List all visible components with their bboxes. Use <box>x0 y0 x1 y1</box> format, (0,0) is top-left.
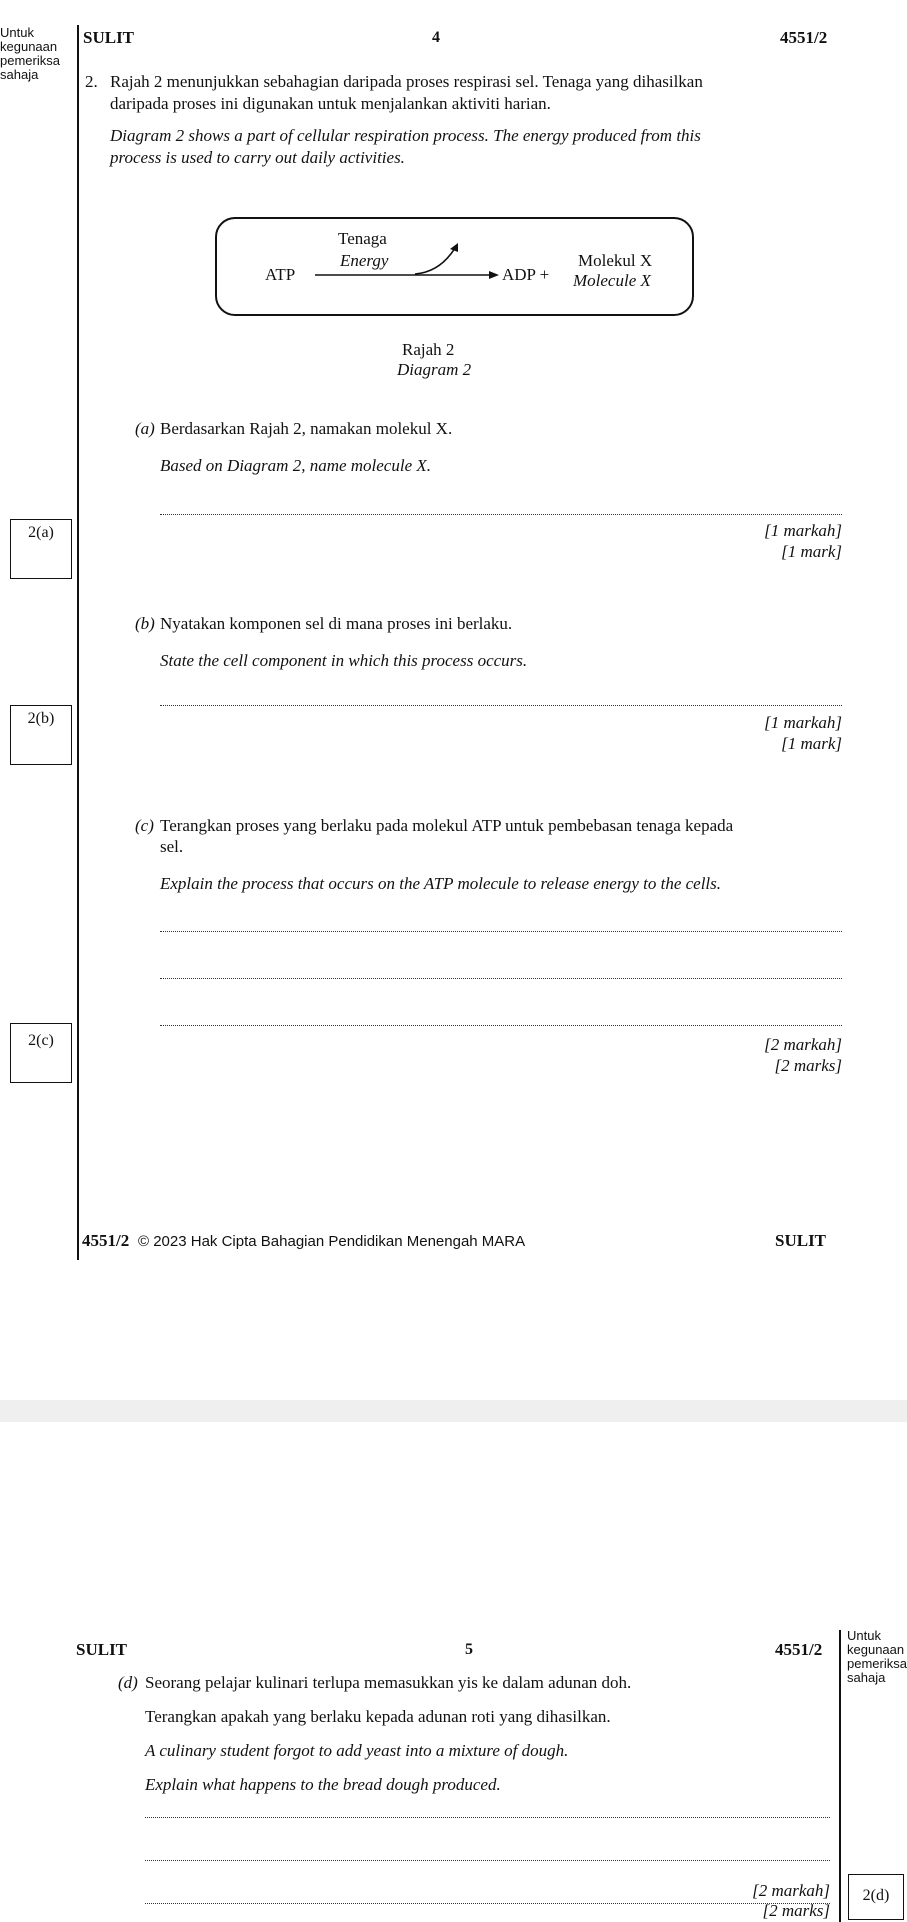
mark-box-2a-label: 2(a) <box>28 524 54 541</box>
mark-box-2b[interactable] <box>10 705 72 765</box>
header-sulit: SULIT <box>83 28 135 47</box>
part-b-marks-malay: [1 markah] <box>764 713 842 732</box>
part-c-question-malay-1: Terangkan proses yang berlaku pada molekul ATP untuk pembebasan tenaga kepada <box>160 816 734 835</box>
diagram-atp-label: ATP <box>265 265 296 284</box>
part-a-question-english: Based on Diagram 2, name molecule X. <box>160 456 432 475</box>
header-sulit-p5: SULIT <box>76 1640 128 1659</box>
footer-copyright: © 2023 Hak Cipta Bahagian Pendidikan Menengah MARA <box>138 1233 526 1250</box>
part-b-answer-line[interactable] <box>160 705 842 706</box>
part-d-label: (d) <box>118 1673 138 1692</box>
part-c-marks-english: [2 marks] <box>774 1056 842 1075</box>
diagram-energy-malay: Tenaga <box>338 229 387 248</box>
examiner-column-label: Untuk kegunaan pemeriksa sahaja <box>0 25 60 82</box>
part-b-label: (b) <box>135 614 155 633</box>
part-d-marks-english: [2 marks] <box>762 1901 830 1920</box>
part-a-answer-line[interactable] <box>160 514 842 515</box>
intro-english-line-2: process is used to carry out daily activities. <box>110 148 405 167</box>
mark-box-2b-label: 2(b) <box>27 710 55 727</box>
examiner-column-label-p5: Untuk kegunaan pemeriksa sahaja <box>847 1628 907 1685</box>
part-b-question-english: State the cell component in which this process occurs. <box>160 651 528 670</box>
examiner-margin-line <box>77 25 79 1260</box>
header-paper-code: 4551/2 <box>780 28 828 47</box>
diagram-molecule-x-malay: Molekul X <box>578 251 653 270</box>
part-c-answer-line-3[interactable] <box>160 1025 842 1026</box>
part-d-marks-malay: [2 markah] <box>752 1881 830 1900</box>
question-number: 2. <box>85 72 98 91</box>
part-c-answer-line-2[interactable] <box>160 978 842 979</box>
part-c-question-malay-2: sel. <box>160 837 184 856</box>
diagram-energy-english: Energy <box>340 251 389 270</box>
mark-box-2d-label: 2(d) <box>862 1887 890 1904</box>
page-number-p5: 5 <box>465 1641 473 1658</box>
part-b-question-malay: Nyatakan komponen sel di mana proses ini berlaku. <box>160 614 513 633</box>
mark-box-2a[interactable] <box>10 519 72 579</box>
page-number: 4 <box>432 29 440 46</box>
intro-english-line-1: Diagram 2 shows a part of cellular respiration process. The energy produced from this <box>110 126 701 145</box>
page-separator <box>0 1400 907 1422</box>
diagram-adp-label: ADP + <box>502 265 550 284</box>
part-d-question-english-2: Explain what happens to the bread dough produced. <box>145 1775 501 1794</box>
diagram-caption-malay: Rajah 2 <box>402 340 455 359</box>
part-d-answer-line-1[interactable] <box>145 1817 830 1818</box>
diagram-caption-english: Diagram 2 <box>397 360 472 379</box>
part-d-question-malay-2: Terangkan apakah yang berlaku kepada adunan roti yang dihasilkan. <box>145 1707 611 1726</box>
part-b-marks-english: [1 mark] <box>781 734 842 753</box>
part-a-marks-malay: [1 markah] <box>764 521 842 540</box>
footer-paper-code: 4551/2 <box>82 1231 130 1250</box>
mark-box-2c-label: 2(c) <box>28 1032 54 1049</box>
part-d-answer-line-2[interactable] <box>145 1860 830 1861</box>
part-d-question-english-1: A culinary student forgot to add yeast into a mixture of dough. <box>145 1741 569 1760</box>
mark-box-2d[interactable] <box>848 1874 904 1920</box>
part-a-marks-english: [1 mark] <box>781 542 842 561</box>
part-c-label: (c) <box>135 816 154 835</box>
part-c-marks-malay: [2 markah] <box>764 1035 842 1054</box>
intro-malay-line-1: Rajah 2 menunjukkan sebahagian daripada proses respirasi sel. Tenaga yang dihasilkan <box>110 72 703 91</box>
part-d-question-malay-1: Seorang pelajar kulinari terlupa memasukkan yis ke dalam adunan doh. <box>145 1673 632 1692</box>
header-paper-code-p5: 4551/2 <box>775 1640 823 1659</box>
intro-malay-line-2: daripada proses ini digunakan untuk menjalankan aktiviti harian. <box>110 94 551 113</box>
footer-sulit: SULIT <box>775 1231 827 1250</box>
diagram-reaction-arrow <box>315 240 500 285</box>
diagram-molecule-x-english: Molecule X <box>573 271 651 290</box>
mark-box-2c[interactable] <box>10 1023 72 1083</box>
part-a-question-malay: Berdasarkan Rajah 2, namakan molekul X. <box>160 419 453 438</box>
part-c-question-english: Explain the process that occurs on the ATP molecule to release energy to the cells. <box>160 874 722 893</box>
part-a-label: (a) <box>135 419 155 438</box>
part-c-answer-line-1[interactable] <box>160 931 842 932</box>
examiner-margin-line-p5 <box>839 1630 841 1922</box>
